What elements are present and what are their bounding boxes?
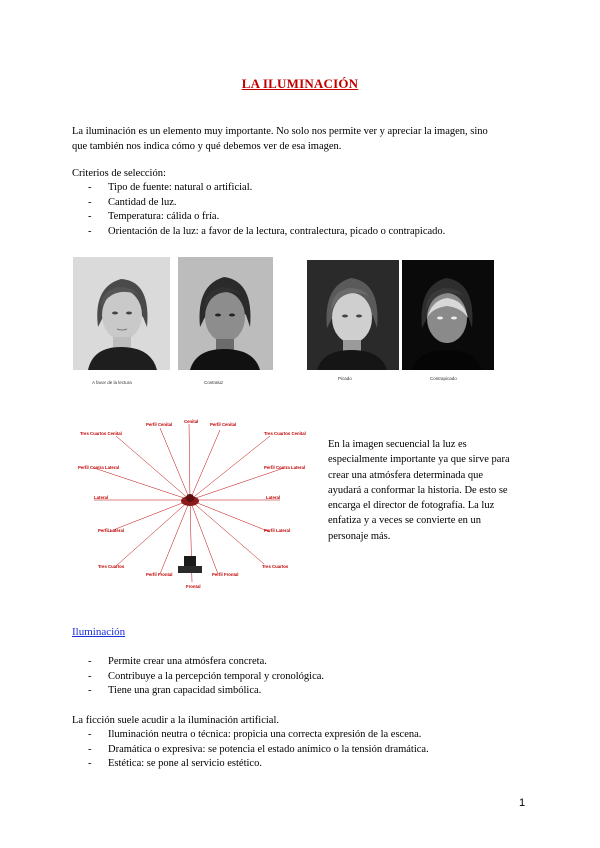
list-item: - Orientación de la luz: a favor de la lectura, contralectura, picado o contrapicado. xyxy=(88,225,548,240)
photo-contrapicado xyxy=(402,260,494,370)
side-line: especialmente importante ya que sirve para xyxy=(328,454,510,466)
label-perfil-frontal-left: Perfil Frontal xyxy=(146,572,173,577)
section-link-iluminacion[interactable]: Iluminación xyxy=(72,626,126,638)
photo-favor-lectura xyxy=(73,257,170,370)
list-item: - Temperatura: cálida o fría. xyxy=(88,210,548,225)
functions-list xyxy=(88,655,548,699)
label-tres-cuartos-left: Tres Cuartos xyxy=(98,564,125,569)
label-perfil-contra-lateral-right: Perfil Contra Lateral xyxy=(264,465,306,470)
side-line: crear una atmósfera determinada que xyxy=(328,469,484,481)
side-line: En la imagen secuencial la luz es xyxy=(328,439,467,450)
caption-contrapicado: Contrapicado xyxy=(430,376,457,381)
list-item: - Cantidad de luz. xyxy=(88,196,548,211)
lighting-diagram xyxy=(72,408,324,594)
label-lateral-left: Lateral xyxy=(94,495,109,500)
fiction-heading: La ficción suele acudir a la iluminación artificial. xyxy=(72,715,279,726)
label-perfil-cenital-left: Perfil Cenital xyxy=(146,422,173,427)
label-perfil-frontal-right: Perfil Frontal xyxy=(212,572,239,577)
camera-icon xyxy=(178,556,202,573)
page-title: LA ILUMINACIÓN xyxy=(241,76,359,91)
intro-line-1: La iluminación es un elemento muy importante. No solo nos permite ver y apreciar la imagen, sino xyxy=(72,126,488,137)
label-tres-cuartos-cenital-right: Tres Cuartos Cenital xyxy=(264,431,306,436)
subject-figure xyxy=(181,494,199,506)
side-paragraph xyxy=(328,437,538,544)
list-item: - Dramática o expresiva: se potencia el estado anímico o la tensión dramática. xyxy=(88,743,548,758)
caption-picado: Picado xyxy=(338,376,352,381)
photo-contraluz xyxy=(178,257,273,370)
photo-picado xyxy=(307,260,399,370)
side-line: encarga el director de fotografía. La luz xyxy=(328,500,495,512)
label-frontal: Frontal xyxy=(186,584,201,589)
label-perfil-cenital-right: Perfil Cenital xyxy=(210,422,237,427)
list-item: - Permite crear una atmósfera concreta. xyxy=(88,655,548,670)
intro-paragraph xyxy=(72,124,542,154)
criteria-list xyxy=(88,181,548,239)
side-line: personaje más. xyxy=(328,530,391,542)
label-tres-cuartos-cenital-left: Tres Cuartos Cenital xyxy=(80,431,122,436)
list-item: - Tipo de fuente: natural o artificial. xyxy=(88,181,548,196)
page-number: 1 xyxy=(519,797,526,809)
side-line: enfatiza y a veces se convierte en un xyxy=(328,515,482,527)
criteria-heading: Criterios de selección: xyxy=(72,168,166,179)
side-line: ayudará a conformar la historia. De esto se xyxy=(328,484,508,496)
label-perfil-lateral-left: Perfil Lateral xyxy=(98,528,125,533)
list-item: - Estética: se pone al servicio estético. xyxy=(88,757,548,772)
label-perfil-contra-lateral-left: Perfil Contra Lateral xyxy=(78,465,120,470)
caption-favor-lectura: A favor de la lectura xyxy=(92,380,132,385)
list-item: - Contribuye a la percepción temporal y cronológica. xyxy=(88,670,548,685)
label-tres-cuartos-right: Tres Cuartos xyxy=(262,564,289,569)
label-lateral-right: Lateral xyxy=(266,495,281,500)
list-item: - Tiene una gran capacidad simbólica. xyxy=(88,684,548,699)
list-item: - Iluminación neutra o técnica: propicia una correcta expresión de la escena. xyxy=(88,728,548,743)
caption-contraluz: Contraluz xyxy=(204,380,224,385)
label-perfil-lateral-right: Perfil Lateral xyxy=(264,528,291,533)
label-cenital: Cenital xyxy=(184,419,199,424)
fiction-list xyxy=(88,728,548,772)
intro-line-2: que también nos indica cómo y qué debemos ver de esa imagen. xyxy=(72,141,342,152)
